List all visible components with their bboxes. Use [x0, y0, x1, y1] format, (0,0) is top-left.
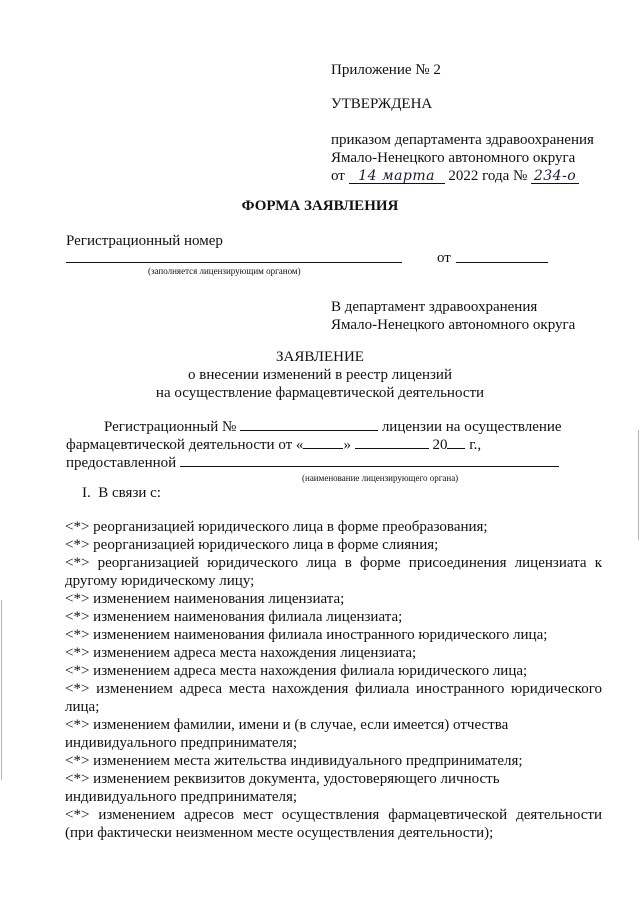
licensing-authority-note: (наименование лицензирующего органа)	[302, 473, 459, 483]
list-item: <*> изменением места жительства индивидуального предпринимателя;	[65, 753, 523, 769]
form-title: ФОРМА ЗАЯВЛЕНИЯ	[241, 198, 399, 214]
registration-label: Регистрационный номер	[66, 233, 223, 249]
list-item: <*> изменением наименования лицензиата;	[65, 591, 345, 607]
scan-edge-mark	[1, 600, 2, 780]
date-prefix: от	[331, 168, 345, 184]
handwritten-date: 14 марта	[358, 168, 436, 184]
registration-number-label: Регистрационный №	[104, 419, 237, 435]
recipient-line-2: Ямало-Ненецкого автономного округа	[331, 317, 576, 333]
scan-edge-mark	[638, 430, 639, 540]
license-number-field[interactable]	[240, 418, 378, 431]
statement-title: ЗАЯВЛЕНИЕ	[276, 349, 364, 365]
registration-date-field[interactable]	[456, 262, 548, 263]
license-year-suffix: г.,	[469, 437, 482, 453]
order-line-1: приказом департамента здравоохранения	[331, 132, 594, 148]
list-item: <*> изменением реквизитов документа, удостоверяющего личность	[65, 771, 500, 787]
handwritten-number-field	[531, 167, 579, 184]
handwritten-number: 234-о	[533, 168, 577, 184]
list-item: <*> изменением наименования филиала иностранного юридического лица;	[65, 627, 548, 643]
statement-subtitle-2: на осуществление фармацевтической деятельности	[155, 385, 485, 401]
license-month-field[interactable]	[355, 436, 429, 449]
license-line-1	[104, 418, 562, 436]
registration-note: (заполняется лицензирующим органом)	[148, 266, 301, 276]
license-date-label: фармацевтической деятельности от «	[66, 437, 304, 453]
registration-number-field[interactable]	[66, 262, 402, 263]
license-year-field[interactable]	[447, 436, 465, 449]
license-line-3	[66, 454, 559, 472]
recipient-line-1: В департамент здравоохранения	[331, 299, 538, 315]
statement-subtitle-1: о внесении изменений в реестр лицензий	[187, 367, 452, 383]
list-item-continuation: индивидуального предпринимателя;	[65, 735, 298, 751]
section-heading: I. В связи с:	[82, 485, 161, 501]
list-item: <*> реорганизацией юридического лица в форме слияния;	[65, 537, 439, 553]
order-line-2: Ямало-Ненецкого автономного округа	[331, 150, 576, 166]
list-item: <*> реорганизацией юридического лица в форме преобразования;	[65, 519, 488, 535]
licensing-authority-field[interactable]	[180, 454, 559, 467]
granted-by-label: предоставленной	[66, 455, 177, 471]
order-date-line	[331, 167, 579, 185]
list-item: <*> изменением фамилии, имени и (в случае, если имеется) отчества	[65, 717, 509, 733]
list-item: <*> изменением адреса места нахождения филиала иностранного юридического	[65, 681, 602, 697]
approved-label: УТВЕРЖДЕНА	[331, 96, 433, 112]
list-item-continuation: другому юридическому лицу;	[65, 573, 255, 589]
appendix-label: Приложение № 2	[331, 62, 441, 78]
list-item: <*> изменением адреса места нахождения лицензиата;	[65, 645, 417, 661]
list-item-continuation: индивидуального предпринимателя;	[65, 789, 298, 805]
list-item-continuation: (при фактически неизменном месте осуществления деятельности);	[65, 825, 494, 841]
license-day-field[interactable]	[303, 436, 343, 449]
license-for-label: лицензии на осуществление	[381, 419, 562, 435]
license-quote-close: »	[343, 437, 351, 453]
list-item: <*> изменением адреса места нахождения филиала юридического лица;	[65, 663, 528, 679]
list-item-continuation: лица;	[65, 699, 100, 715]
handwritten-date-field	[349, 167, 445, 184]
registration-from-label: от	[437, 250, 451, 266]
order-year-text: 2022 года №	[448, 168, 528, 184]
list-item: <*> изменением наименования филиала лицензиата;	[65, 609, 403, 625]
license-year-prefix: 20	[432, 437, 448, 453]
license-line-2	[66, 436, 481, 454]
list-item: <*> реорганизацией юридического лица в форме присоединения лицензиата к	[65, 555, 602, 571]
list-item: <*> изменением адресов мест осуществления фармацевтической деятельности	[65, 807, 602, 823]
